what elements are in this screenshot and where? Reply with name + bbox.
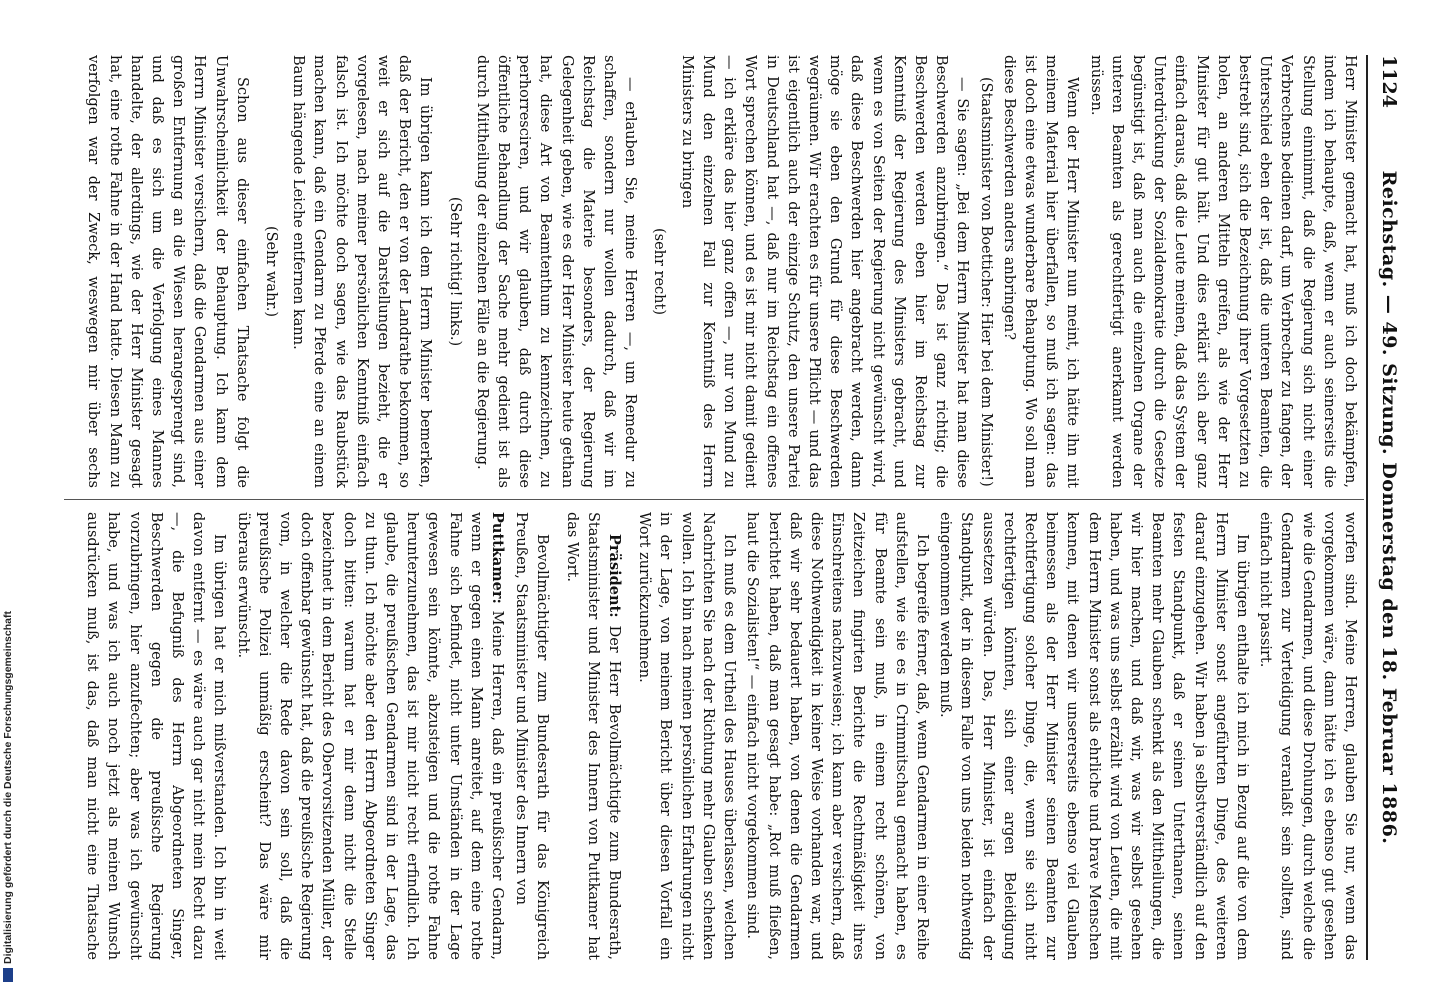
paragraph — [260, 55, 281, 488]
paragraph-text: (sehr recht) — [651, 227, 668, 315]
paragraph — [974, 55, 995, 488]
paragraph-text: (Sehr wahr.) — [263, 225, 280, 318]
paragraph — [560, 512, 625, 960]
page-header — [1372, 55, 1402, 960]
speaker-name: Präsident: — [606, 534, 624, 618]
right-column — [80, 512, 1360, 960]
left-column — [80, 55, 1360, 488]
paragraph — [1254, 512, 1360, 960]
paragraph-text: Im übrigen hat er mich mißverstanden. Ich bin in weit davon entfernt — es wäre auch gar nicht mein Recht dazu —, die Befugniß des Herrn Abgeordneten Singer, Beschwerden gegen die preußische Regierung vorzubringen, hier anzufechten; aber was ich gewünscht habe, und was ich auch noch jetzt als meinen Wunsch ausdrücken muß, ist das, daß man nicht eine Thatsache — [84, 512, 228, 960]
paragraph — [231, 512, 508, 960]
digitization-credit — [2, 611, 14, 982]
paragraph-text: Der Herr Bevollmächtigte zum Bundesrath, Staatsminister und Minister des Innern von Puttkamer hat das Wort. — [563, 512, 623, 960]
paragraph — [633, 512, 739, 960]
paragraph — [443, 55, 464, 488]
paragraph — [934, 512, 1252, 960]
paragraph-text: (Sehr richtig! links.) — [446, 196, 463, 347]
page-number: 1124 — [1378, 55, 1400, 108]
header-rule — [1366, 55, 1368, 960]
paragraph-text: Herr Minister gemacht hat, muß ich doch bekämpfen, indem ich behaupte, daß, wenn er auch seinerseits die Stellung einnimmt, daß die Regierung sich nicht einer Verbrechens bedienen darf, um Verbrecher zu fangen, der Unterschied eben der ist, daß die unteren Beamten, die bestrebt sind, sich die Bezeichnung ihrer Vorgesetzten zu holen, an anderen Mitteln greifen, als wie der Herr Minister für gut hält. Und dies erklärt sich aber ganz einfach daraus, daß die Leute meinen, daß das System der Unterdrückung der Sozialdemokratie durch die Gesetze begünstigt ist, daß man auch die einzelnen Organe der unteren Beamten als gerechtfertigt anerkannt werden müssen. — [1087, 55, 1358, 488]
paragraph — [287, 55, 435, 488]
paragraph-text: Ich muß es dem Urtheil des Hauses überlassen, welchen Nachrichten Sie nach der Richtung mehr Glauben schenken wollen. Ich bin nach meinen persönlichen Erfahrungen nicht in der Lage, von meinem Bericht über diesen Vorfall ein Wort zurückzunehmen. — [636, 512, 738, 960]
paragraph-text: Meine Herren, daß ein preußischer Gendarm, wenn er gegen einen Mann anreitet, auf dem eine rothe Fahne sich befindet, nicht unter Umständen in der Lage gewesen sein könnte, abzusteigen und die rothe Fahne herunterzunehmen, das ist mir nicht recht erfindlich. Ich glaube, die preußischen Gendarmen sind in der Lage, das zu thun. Ich möchte aber den Herrn Abgeordneten Singer doch bitten: warum hat er mir denn nicht die Stelle bezeichnet in dem Bericht des Obervorsitzenden Müller, der doch offenbar gewünscht hat, daß die preußische Regierung vom, in welcher die Rede davon sein soll, daß die preußische Polizei unmäßig erscheint? Das wäre mir überaus erwünscht. — [234, 512, 506, 960]
paragraph — [1084, 55, 1360, 488]
paragraph — [741, 512, 932, 960]
paragraph-text: Im übrigen enthalte ich mich in Bezug auf die von dem Herrn Minister sonst angeführten Dinge, des weiteren darauf einzugehen. Wir haben ja selbstverständlich auf den festen Standpunkt, daß er seinen Unterthanen, seinen Beamten mehr Glauben schenkt als den Mittheilungen, die wir hier machen, und daß wir, was wir selbst gesehen haben, und was uns selbst erzählt wird von Leuten, die mit dem Herrn Minister sonst als ehrliche und brave Menschen kennen, mit denen wir unsererseits ebenso viel Glauben beimessen als der Herr Minister seinen Beamten zur Rechtfertigung solcher Dinge, die, wenn sie sich nicht rechtfertigen könnten, sich einer argen Beleidigung aussetzen würden. Das, Herr Minister, ist einfach der Standpunkt, der in diesem Falle von uns beiden nothwendig eingenommen werden muß. — [937, 512, 1250, 960]
credit-text: Digitalisierung gefördert durch die Deutsche Forschungsgemeinschaft — [2, 611, 14, 964]
paragraph — [80, 512, 229, 960]
speaker-name: Puttkamer: — [489, 512, 507, 604]
paragraph-text: — Sie sagen: „Bei dem Herrn Minister hat man diese Beschwerden anzubringen.“ Das ist ganz richtig; die Beschwerden werden eben hier im Reichstag zur Kenntniß der Regierung des Ministers gebracht, und wenn es von Seiten der Regierung nicht gewünscht wird, daß diese Beschwerden hier angebracht werden, dann möge sie eben den Grund für diese Beschwerden wegräumen. Wir erachten es für unsere Pflicht — und das ist eigentlich auch der einzige Schutz, den unsere Partei in Deutschland hat —, daß nur im Reichstag ein offenes Wort sprechen können, und es ist mir nicht damit gedient — ich erkläre das hier ganz offen —, nur von Mund zu Mund den einzelnen Fall zur Kenntniß des Herrn Ministers zu bringen — [678, 55, 971, 488]
paragraph-text: Bevollmächtigter zum Bundesrath für das Königreich Preußen, Staatsminister und Minister des Innern von — [513, 512, 551, 960]
paragraph-text: Schon aus dieser einfachen Thatsache folgt die Unwahrscheinlichkeit der Behauptung. Ich kann dem Herrn Minister versichern, daß die Gendarmen aus einer großen Entfernung an die Wiesen herangesprengt sind, und daß es sich um die Verfolgung eines Mannes handelte, der allerdings, wie der Herr Minister gesagt hat, eine rothe Fahne in der Hand hatte. Diesen Mann zu verfolgen war der Zweck, weswegen mir über sechs — [85, 55, 250, 488]
paragraph-text: Im übrigen kann ich dem Herrn Minister bemerken, daß der Bericht, den er von der Landrathe bekommen, so weit er sich auf die Darstellungen bezieht, die er vorgelesen, nach meiner persönlichen Kenntniß einfach falsch ist. Ich möchte doch sagen, wie das Raubstück machen kann, daß ein Gendarm zu Pferde eine an einem Baum hängende Leiche entfernen kann. — [290, 55, 434, 488]
paragraph — [510, 512, 552, 960]
paragraph-text: — erlauben Sie, meine Herren —, um Remedur zu schaffen, sondern nur wollen dadurch, daß wir im Reichstag die Materie besonders, der Regierung Gelegenheit geben, wie es der Herr Minister heute gethan hat, diese Art von Beamtenthum zu kennzeichnen, zu perhorresciren, und wir glauben, daß durch diese öffentliche Behandlung der Sache mehr gedient ist als durch Mittheilung der einzelnen Fälle an die Regierung. — [473, 55, 639, 488]
paragraph — [471, 55, 641, 488]
running-title: Reichstag. — 49. Sitzung. Donnerstag den 18. Februar 1886. — [1378, 170, 1400, 845]
paragraph — [648, 55, 669, 488]
paragraph-text: Wenn der Herr Minister nun meint, ich hätte ihn mit meinem Material hier überfallen, so muß ich sagen: das ist doch eine etwas wunderbare Behauptung. Wo soll man diese Beschwerden anders anbringen? — [1000, 55, 1081, 488]
paragraph — [676, 55, 973, 488]
paragraph — [998, 55, 1083, 488]
paragraph-text: Ich begreife ferner, daß, wenn Gendarmen in einer Reihe aufstellen, wie sie es in Crimmitschau gemacht haben, es für Beamte sein muß, in einem recht schönen, von Zeitzeichen fingirten Berichte die Rechtmäßigkeit ihres Einschreitens nachzuweisen; ich kann aber versichern, daß diese Nothwendigkeit in keiner Weise vorhanden war, und daß wir sehr bedauert haben, von denen die Gendarmen berichtet haben, daß man gesagt habe: „Rot muß fließen, haut die Sozialisten!“ — einfach nicht vorgekommen sind. — [744, 512, 930, 960]
paragraph — [80, 55, 252, 488]
paragraph-text: (Staatsminister von Boetticher: Hier bei dem Minister!) — [977, 77, 994, 487]
dfg-logo-icon — [3, 968, 13, 982]
paragraph-text: worfen sind. Meine Herren, glauben Sie nur, wenn das vorgekommen wäre, dann hätte ich es ebenso gut gesehen wie die Gendarmen, und diese Drohungen, durch welche die Gendarmen zur Verteidigung veranlaßt sein sollten, sind einfach nicht passirt. — [1257, 512, 1358, 960]
column-divider — [64, 499, 1364, 500]
